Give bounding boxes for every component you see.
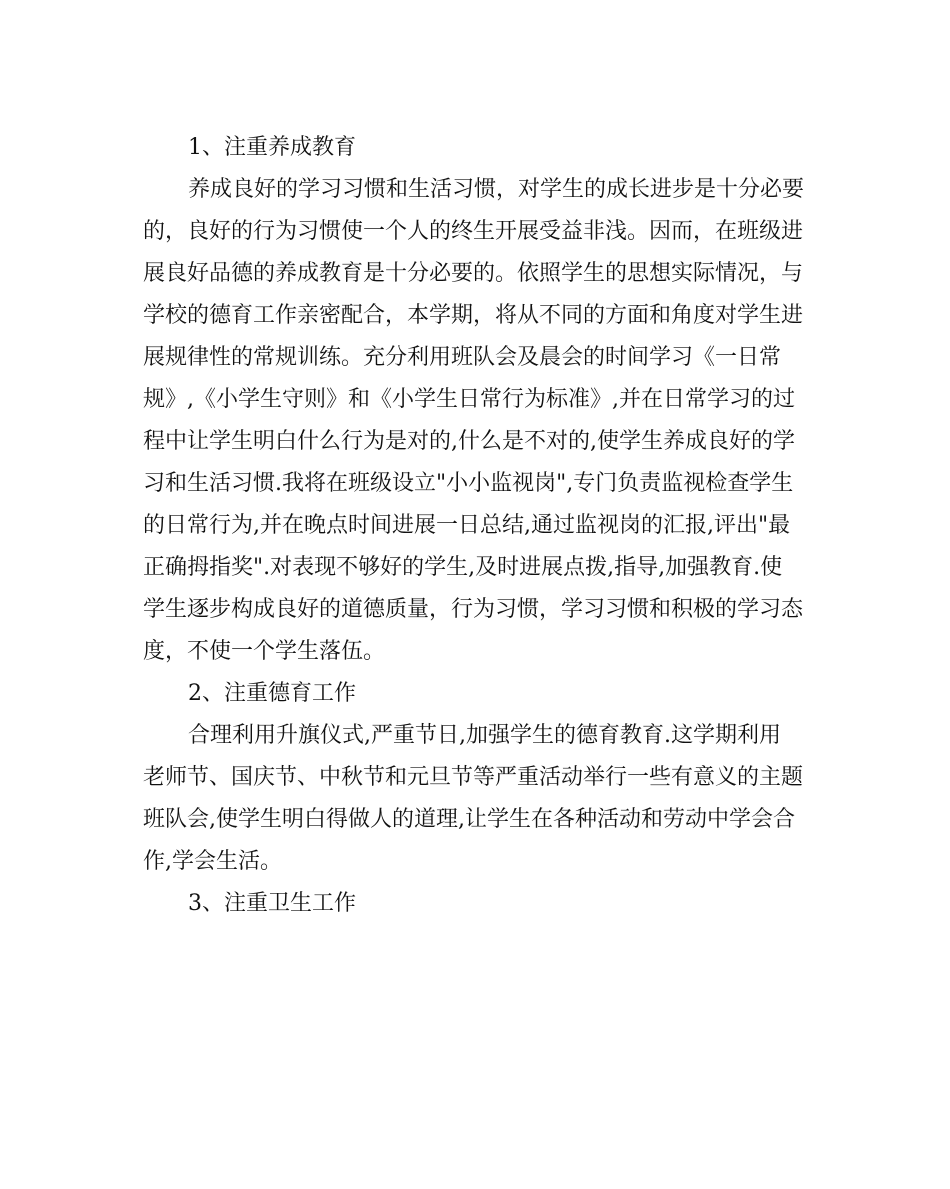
paragraph-line: 合理利用升旗仪式,严重节日,加强学生的德育教育.这学期利用 (188, 723, 781, 748)
paragraph-line: 班队会,使学生明白得做人的道理,让学生在各种活动和劳动中学会合 (143, 807, 795, 832)
section-heading-2: 2、注重德育工作 (188, 681, 356, 706)
paragraph-line: 度，不使一个学生落伍。 (143, 639, 386, 664)
paragraph-line: 程中让学生明白什么行为是对的,什么是不对的,使学生养成良好的学 (143, 429, 795, 454)
paragraph-line: 的日常行为,并在晚点时间进展一日总结,通过监视岗的汇报,评出"最 (143, 513, 791, 538)
paragraph-line: 习和生活习惯.我将在班级设立"小小监视岗",专门负责监视检查学生 (143, 471, 794, 496)
paragraph-line: 养成良好的学习习惯和生活习惯，对学生的成长进步是十分必要 (188, 177, 805, 202)
document-body (143, 127, 807, 925)
section-heading-1: 1、注重养成教育 (188, 135, 356, 160)
paragraph-line: 学校的德育工作亲密配合，本学期，将从不同的方面和角度对学生进 (143, 303, 804, 328)
paragraph-line: 正确拇指奖".对表现不够好的学生,及时进展点拨,指导,加强教育.使 (143, 555, 783, 580)
paragraph-line: 展良好品德的养成教育是十分必要的。依照学生的思想实际情况，与 (143, 261, 804, 286)
section-heading-3: 3、注重卫生工作 (188, 891, 356, 916)
paragraph-line: 作,学会生活。 (143, 849, 282, 874)
paragraph-line: 学生逐步构成良好的道德质量，行为习惯，学习习惯和积极的学习态 (143, 597, 804, 622)
paragraph-line: 的，良好的行为习惯使一个人的终生开展受益非浅。因而，在班级进 (143, 219, 804, 244)
paragraph-line: 规》,《小学生守则》和《小学生日常行为标准》,并在日常学习的过 (143, 387, 795, 412)
paragraph-line: 展规律性的常规训练。充分利用班队会及晨会的时间学习《一日常 (143, 345, 782, 370)
paragraph-line: 老师节、国庆节、中秋节和元旦节等严重活动举行一些有意义的主题 (143, 765, 804, 790)
